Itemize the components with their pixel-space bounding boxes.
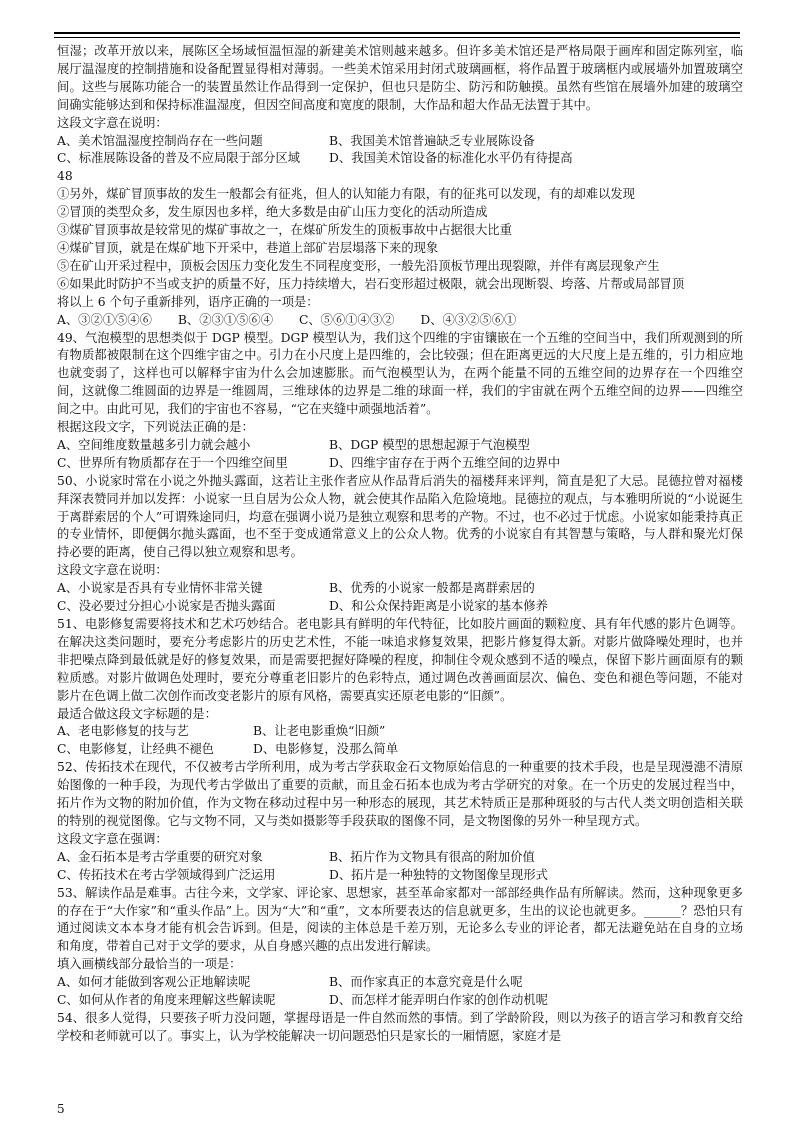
question-53-prompt: 填入画横线部分最恰当的一项是：	[57, 957, 242, 972]
option-53-b: B、而作家真正的本意究竟是什么呢	[329, 975, 523, 990]
option-49-b: B、DGP 模型的思想起源于气泡模型	[329, 437, 530, 452]
option-53-a: A、如何才能做到客观公正地解读呢	[57, 975, 251, 990]
option-51-d: D、电影修复，没那么简单	[253, 742, 399, 757]
option-47-b: B、我国美术馆普遍缺乏专业展陈设备	[329, 133, 535, 148]
option-50-c: C、没必要过分担心小说家是否抛头露面	[57, 599, 276, 614]
passage-49-body: 49、气泡模型的思想类似于 DGP 模型。DGP 模型认为，我们这个四维的宇宙镶嵌在一个五维的空间当中，我们所观测到的所有物质都被限制在这个四维宇宙之中。引力在小尺度上是四维的，会比较强；但在距离更远的大尺度上是五维的，引力相应地也就变弱了，这样也可以解释宇宙为什么会加速膨胀。而气泡模型认为，在两个能量不同的五维空间的边界存在一个四维空间，这就像二维圆面的边界是一维圆周，三维球体的边界是二维的球面一样，我们的宇宙就在两个五维空间的边界——四维空间之中。由此可见，我们的宇宙也不容易，“它在夹缝中顽强地活着”。	[57, 330, 743, 417]
options-50-row-2	[57, 598, 743, 616]
option-48-c: C、⑤⑥①④③②	[298, 312, 395, 327]
passage-52-body: 52、传拓技术在现代，不仅被考古学所利用，成为考古学获取金石文物原始信息的一种重要的技术手段，也是呈现漫漶不清原始图像的一种手段，为现代考古学做出了重要的贡献，而且金石拓本也成为考古学研究的对象。在一个历史的发展过程当中，拓片作为文物的附加价值，作为文物在移动过程中另一种形态的展现，其艺术特质正是那种斑驳的与古代人类文明创造相关联的特别的视觉图像。它与文物不同，又与类如摄影等手段获取的图像不同，是文物图像的另外一种呈现方式。	[57, 760, 743, 828]
option-50-b: B、优秀的小说家一般都是离群索居的	[329, 581, 535, 596]
options-53-row-2	[57, 992, 743, 1010]
option-49-d: D、四维宇宙存在于两个五维空间的边界中	[329, 455, 561, 470]
option-47-a: A、美术馆温湿度控制尚存在一些问题	[57, 133, 263, 148]
question-48-number: 48	[57, 169, 73, 184]
question-50-prompt: 这段文字意在说明：	[57, 563, 168, 578]
option-48-b: B、②③①⑤⑥④	[177, 312, 274, 327]
sentence-48-3: ③煤矿冒顶事故是较常见的煤矿事故之一，在煤矿所发生的顶板事故中占据很大比重	[57, 223, 512, 238]
sentence-48-5: ⑤在矿山开采过程中，顶板会因压力变化发生不同程度变形，一般先沿顶板节理出现裂隙，并伴有离层现象产生	[57, 258, 660, 273]
option-51-a: A、老电影修复的技与艺	[57, 724, 189, 739]
question-49-prompt: 根据这段文字，下列说法正确的是：	[57, 420, 254, 435]
sentence-48-4: ④煤矿冒顶，就是在煤矿地下开采中，巷道上部矿岩层塌落下来的现象	[57, 240, 439, 255]
sentence-48-6: ⑥如果此时防护不当或支护的质量不好，压力持续增大，岩石变形超过极限，就会出现断裂、垮落、片帮或局部冒顶	[57, 276, 685, 291]
options-49-row-1	[57, 437, 743, 455]
option-52-d: D、拓片是一种独特的文物图像呈现形式	[329, 867, 548, 882]
option-48-d: D、④③②⑤⑥①	[420, 312, 517, 327]
options-49-row-2	[57, 455, 743, 473]
options-47-row-2	[57, 150, 743, 168]
passage-47-body: 恒湿；改革开放以来，展陈区全场域恒温恒湿的新建美术馆则越来越多。但许多美术馆还是严格局限于画库和固定陈列室，临展厅温湿度的控制措施和设备配置显得相对薄弱。一些美术馆采用封闭式玻璃画框，将作品置于玻璃框内或展墙外加置玻璃空间。这些与展陈功能合一的装置虽然让作品得到一定保护，但也只是防尘、防污和防触摸。虽然有些馆在展墙外加建的玻璃空间确实能够达到和保持标准温湿度，但因空间高度和宽度的限制，大作品和超大作品无法置于其中。	[57, 44, 743, 112]
option-49-a: A、空间维度数量越多引力就会越小	[57, 437, 251, 452]
option-51-b: B、让老电影重焕“旧颜”	[253, 724, 386, 739]
sentence-48-1: ①另外，煤矿冒顶事故的发生一般都会有征兆，但人的认知能力有限，有的征兆可以发现，有的却难以发现	[57, 187, 635, 202]
option-52-c: C、传拓技术在考古学领域得到广泛运用	[57, 867, 276, 882]
options-53-row-1	[57, 974, 743, 992]
passage-50-body: 50、小说家时常在小说之外抛头露面，这若让主张作者应从作品背后消失的福楼拜来评判，简直是犯了大忌。昆德拉曾对福楼拜深表赞同并加以发挥：小说家一旦自居为公众人物，就会使其作品陷入危险境地。昆德拉的观点，与本雅明所说的“小说诞生于离群索居的个人”可谓殊途同归，均意在强调小说乃是独立观察和思考的产物。不过，也不必过于忧虑。小说家如能秉持真正的专业情怀，即便偶尔抛头露面，也不至于变成通常意义上的公众人物。优秀的小说家自有其智慧与策略，与人群和聚光灯保持必要的距离，使自己得以独立观察和思考。	[57, 473, 743, 560]
question-47-prompt: 这段文字意在说明：	[57, 115, 168, 130]
option-53-c: C、如何从作者的角度来理解这些解读呢	[57, 993, 276, 1008]
option-47-d: D、我国美术馆设备的标准化水平仍有待提高	[329, 151, 573, 166]
header-rule-thin	[54, 37, 740, 38]
options-47-row-1	[57, 133, 743, 151]
options-52-row-1	[57, 849, 743, 867]
question-51-prompt: 最适合做这段文字标题的是：	[57, 706, 217, 721]
option-52-a: A、金石拓本是考古学重要的研究对象	[57, 849, 263, 864]
question-48-prompt: 将以上 6 个句子重新排列，语序正确的一项是：	[57, 294, 319, 309]
options-50-row-1	[57, 580, 743, 598]
question-52-prompt: 这段文字意在强调：	[57, 831, 168, 846]
option-50-d: D、和公众保持距离是小说家的基本修养	[329, 599, 548, 614]
option-52-b: B、拓片作为文物具有很高的附加价值	[329, 849, 535, 864]
option-53-d: D、而怎样才能弄明白作家的创作动机呢	[329, 993, 548, 1008]
passage-54-body: 54、很多人觉得，只要孩子听力没问题，掌握母语是一件自然而然的事情。到了学龄阶段，则以为孩子的语言学习和教育交给学校和老师就可以了。事实上，认为学校能解决一切问题恐怕只是家长的一厢情愿，家庭才是	[57, 1010, 743, 1043]
options-51-row-1	[57, 723, 743, 741]
sentence-48-2: ②冒顶的类型众多，发生原因也多样，绝大多数是由矿山压力变化的活动所造成	[57, 205, 488, 220]
page-content	[57, 43, 743, 1046]
option-49-c: C、世界所有物质都存在于一个四维空间里	[57, 455, 288, 470]
options-48-row	[57, 312, 743, 330]
page-number: 5	[57, 1102, 65, 1116]
option-50-a: A、小说家是否具有专业情怀非常关键	[57, 581, 263, 596]
options-51-row-2	[57, 741, 743, 759]
option-47-c: C、标准展陈设备的普及不应局限于部分区域	[57, 151, 301, 166]
passage-53-body: 53、解读作品是难事。古往今来，文学家、评论家、思想家，甚至革命家都对一部部经典作品有所解读。然而，这种现象更多的存在于“大作家”和“重头作品”上。因为“大”和“重”，文本所要表达的信息就更多，生出的议论也就更多。______？恐怕只有通过阅读文本本身才能有机会告诉到。但是，阅读的主体总是千差万别，无论多么专业的评论者，都无法避免站在自身的立场和角度，带着自己对于文学的要求，从自身感兴趣的点出发进行解读。	[57, 885, 743, 954]
options-52-row-2	[57, 867, 743, 885]
passage-51-body: 51、电影修复需要将技术和艺术巧妙结合。老电影具有鲜明的年代特征，比如胶片画面的颗粒度、具有年代感的影片色调等。在解决这类问题时，要充分考虑影片的历史艺术性，不能一味追求修复效果，把影片修复得太新。对影片做降噪处理时，也并非把噪点降到最低就是好的修复效果，而是需要把握好降噪的程度，抑制住令观众感到不适的噪点，保留下影片画面原有的颗粒质感。对影片做调色处理时，要充分尊重老旧影片的色彩特点，通过调色改善画面层次、偏色、变色和褪色等问题，不能对影片在色调上做二次创作而改变老影片的原有风格，需要真实还原老电影的“旧颜”。	[57, 617, 743, 703]
option-51-c: C、电影修复，让经典不褪色	[57, 742, 214, 757]
option-48-a: A、③②①⑤④⑥	[57, 312, 152, 327]
header-rule-thick	[54, 32, 740, 34]
